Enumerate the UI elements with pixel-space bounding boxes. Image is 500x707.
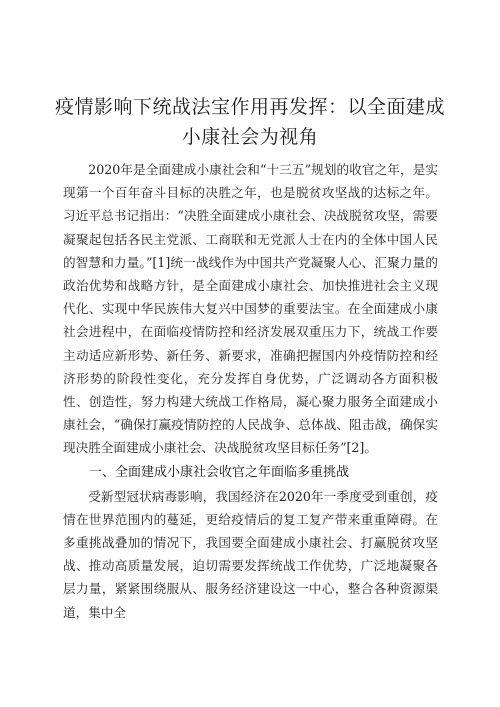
document-title-line2: 小康社会为视角 [181, 126, 319, 148]
intro-paragraph: 2020年是全面建成小康社会和“十三五”规划的收官之年，是实现第一个百年奋斗目标的决胜之年，也是脱贫攻坚战的达标之年。习近平总书记指出：“决胜全面建成小康社会、决战脱贫攻坚，需要凝聚起包括各民主党派、工商联和无党派人士在内的全体中国人民的智慧和力量。”[1]统一战线作为中国共产党凝聚人心、汇聚力量的政治优势和战略方针，是全面建成小康社会、加快推进社会主义现代化、实现中华民族伟大复兴中国梦的重要法宝。在全面建成小康社会进程中，在面临疫情防控和经济发展双重压力下，统战工作要主动适应新形势、新任务、新要求，准确把握国内外疫情防控和经济形势的阶段性变化，充分发挥自身优势，广泛调动各方面积极性、创造性，努力构建大统战工作格局，凝心聚力服务全面建成小康社会，“确保打赢疫情防控的人民战争、总体战、阻击战，确保实现决胜全面建成小康社会、决战脱贫攻坚目标任务”[2]。 [63, 162, 438, 456]
document-title-line1: 疫情影响下统战法宝作用再发挥：以全面建成 [54, 96, 445, 118]
section-heading-1: 一、全面建成小康社会收官之年面临多重挑战 [89, 464, 350, 480]
document-body [63, 158, 438, 624]
section1-paragraph: 受新型冠状病毒影响，我国经济在2020年一季度受到重创，疫情在世界范围内的蔓延，更给疫情后的复工复产带来重重障碍。在多重挑战叠加的情况下，我国要全面建成小康社会、打赢脱贫攻坚战、推动高质量发展，迫切需要发挥统战工作优势，广泛地凝聚各层力量，紧紧围绕服从、服务经济建设这一中心，整合各种资源渠道，集中全 [63, 488, 438, 620]
